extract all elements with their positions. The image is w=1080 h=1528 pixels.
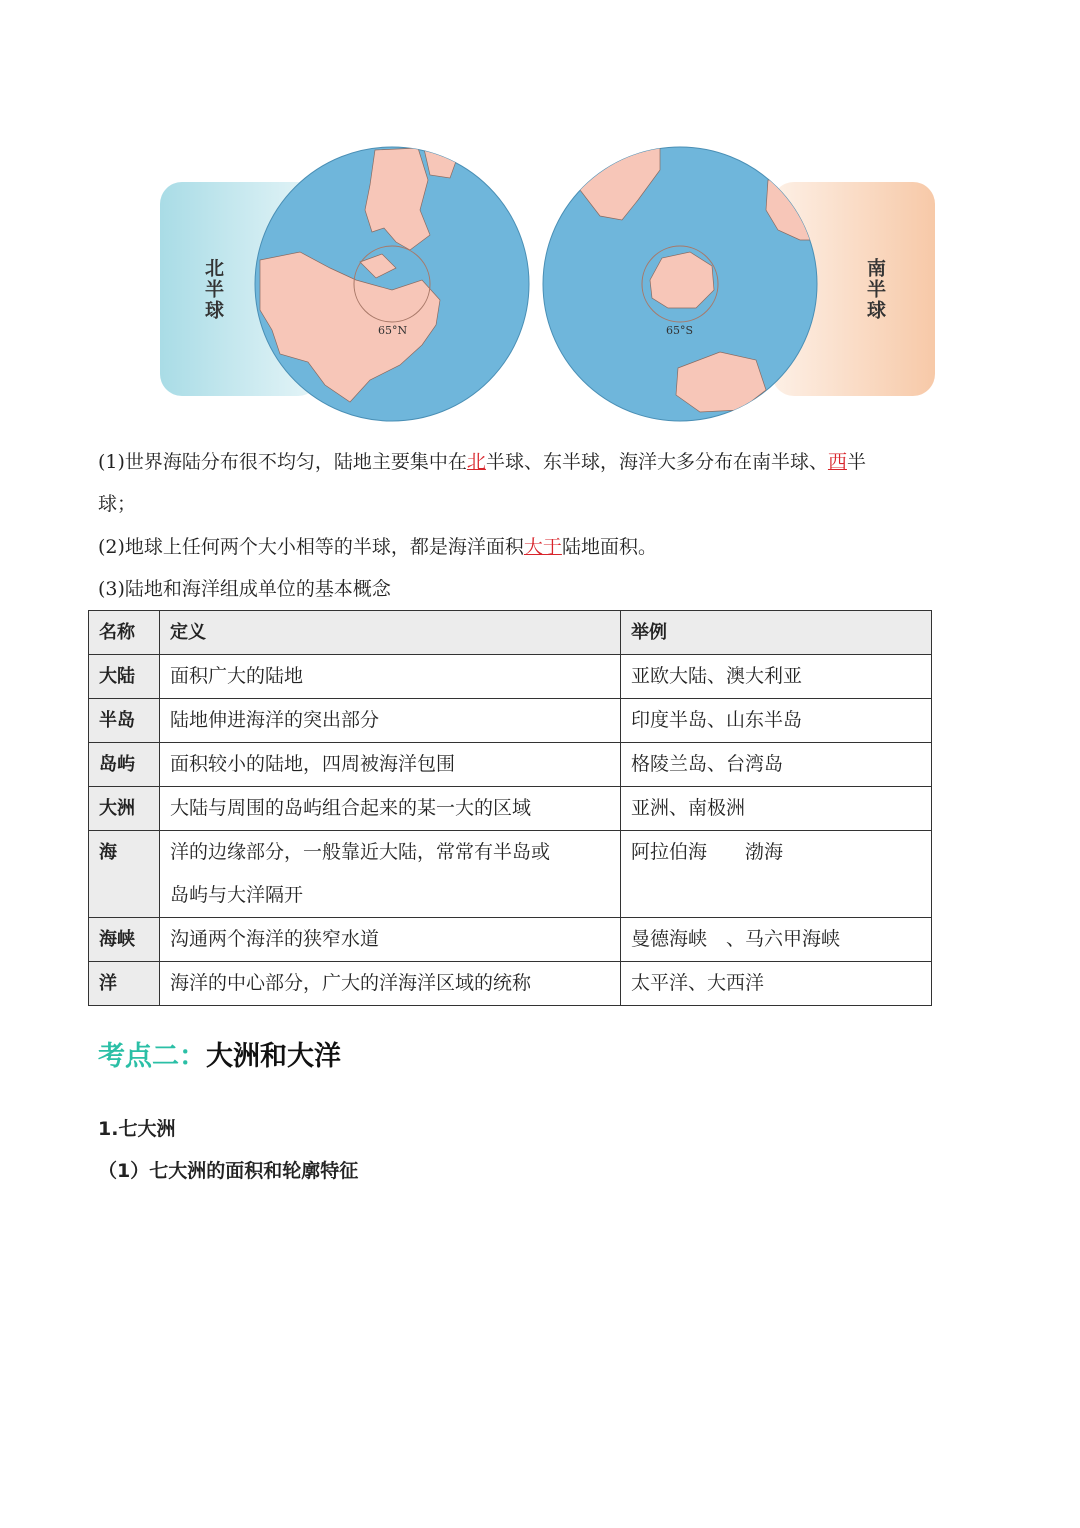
- cell-name: 半岛: [89, 699, 160, 743]
- subheading-seven-continents: 1.七大洲: [98, 1118, 176, 1140]
- paragraph-1: [98, 450, 866, 474]
- concepts-table: [88, 610, 932, 1006]
- header-example: 举例: [621, 611, 932, 655]
- cell-definition-line-2: 岛屿与大洋隔开: [170, 884, 304, 906]
- south-latitude-label: 65°S: [666, 324, 694, 337]
- cell-example: 亚洲、南极洲: [621, 787, 932, 831]
- cell-example: 阿拉伯海 渤海: [621, 831, 932, 918]
- cell-definition: 沟通两个海洋的狭窄水道: [160, 918, 621, 962]
- cell-definition: 面积较小的陆地，四周被海洋包围: [160, 743, 621, 787]
- cell-example: 格陵兰岛、台湾岛: [621, 743, 932, 787]
- cell-definition: [160, 831, 621, 918]
- section-heading-title: 大洲和大洋: [206, 1041, 341, 1072]
- paragraph-1-cont: 球；: [98, 493, 137, 515]
- p1-text-c: 半球、东半球，海洋大多分布在南半球、: [485, 451, 828, 473]
- cell-example: 太平洋、大西洋: [621, 962, 932, 1006]
- p1-text-e: 半: [846, 451, 866, 473]
- p1-answer-north: 北: [466, 451, 486, 473]
- table-row: [89, 962, 932, 1006]
- cell-example: 亚欧大陆、澳大利亚: [621, 655, 932, 699]
- cell-definition: 大陆与周围的岛屿组合起来的某一大的区域: [160, 787, 621, 831]
- south-hemisphere-label: 南半球: [864, 258, 886, 321]
- p2-answer-greater: 大于: [523, 536, 562, 558]
- cell-definition: 海洋的中心部分，广大的洋海洋区域的统称: [160, 962, 621, 1006]
- subheading-area-outline: （1）七大洲的面积和轮廓特征: [98, 1160, 359, 1182]
- table-row: [89, 918, 932, 962]
- cell-name: 岛屿: [89, 743, 160, 787]
- cell-name: 大陆: [89, 655, 160, 699]
- cell-name: 海: [89, 831, 160, 918]
- hemisphere-figure: [160, 140, 935, 425]
- paragraph-3: (3)陆地和海洋组成单位的基本概念: [98, 578, 391, 600]
- table-row: [89, 743, 932, 787]
- cell-example: 印度半岛、山东半岛: [621, 699, 932, 743]
- table-row: [89, 655, 932, 699]
- cell-name: 海峡: [89, 918, 160, 962]
- p2-text-a: (2)地球上任何两个大小相等的半球，都是海洋面积: [98, 536, 524, 558]
- hemisphere-map: [160, 140, 935, 425]
- paragraph-2: [98, 535, 657, 559]
- cell-example: 曼德海峡 、马六甲海峡: [621, 918, 932, 962]
- north-latitude-label: 65°N: [378, 324, 408, 337]
- cell-name: 大洲: [89, 787, 160, 831]
- table-row: [89, 831, 932, 918]
- cell-definition: 陆地伸进海洋的突出部分: [160, 699, 621, 743]
- cell-definition-line-1: 洋的边缘部分，一般靠近大陆，常常有半岛或: [170, 841, 551, 863]
- table-header-row: [89, 611, 932, 655]
- p1-text-a: (1)世界海陆分布很不均匀，陆地主要集中在: [98, 451, 467, 473]
- p2-text-c: 陆地面积。: [561, 536, 657, 558]
- north-hemisphere-label: 北半球: [202, 258, 224, 321]
- header-name: 名称: [89, 611, 160, 655]
- cell-name: 洋: [89, 962, 160, 1006]
- header-definition: 定义: [160, 611, 621, 655]
- table-row: [89, 699, 932, 743]
- section-heading-accent: 考点二：: [98, 1041, 206, 1072]
- table-row: [89, 787, 932, 831]
- p1-answer-west: 西: [827, 451, 847, 473]
- cell-definition: 面积广大的陆地: [160, 655, 621, 699]
- section-heading: [98, 1034, 341, 1073]
